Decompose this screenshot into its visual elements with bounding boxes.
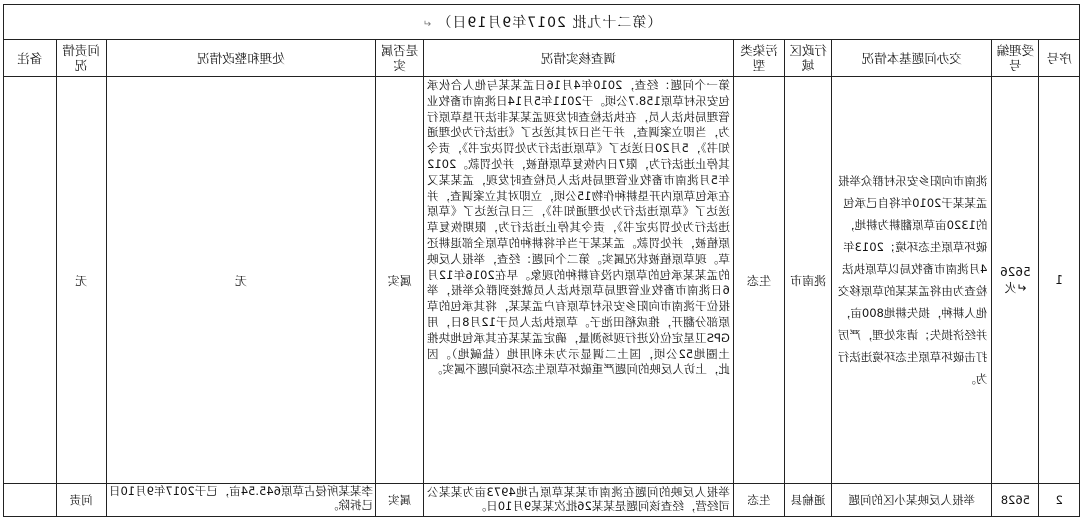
cell-region: 洮南市 bbox=[785, 77, 832, 484]
header-region: 行政区域 bbox=[785, 40, 832, 77]
header-is-true: 是否属实 bbox=[375, 40, 423, 77]
accept-no-note: ↵火 bbox=[1004, 280, 1027, 295]
cell-accept-no: 5628 bbox=[992, 484, 1039, 517]
cell-basic: 举报人反映某小区的问题 bbox=[832, 484, 992, 517]
table-row bbox=[4, 77, 1080, 484]
cell-investigation: 第一个问题：经查，2010年4月16日孟某某与他人合伙承包安乐村草原158.7公顷。于2011年5月14日洮南市畜牧业管理局执法人员，在执法检查时发现孟某某非法开垦草原行为，当即立案调查，并于当日对其送达了《违法行为处理通知书》，5月20日送达了《草原违法行为处罚决定书》，责令其停止违法行为，限7日内恢复草原植被，并处罚款。2012年5月洮南市畜牧业管理局执法人员检查时发现，孟某某又在承包草原内开垦耕种作物15公顷，立即对其立案调查，并送达了《草原违法行为处理通知书》，三日后送达了《草原违法行为处罚决定书》，责令其停止违法行为，限期恢复草原植被，并处罚款。孟某某于当年将耕种的草原全部退耕还草。现草原植被状况属实。第二个问题：经查，举报人反映的孟某某承包的草原内没有耕种的现象。早在2016年12月6日洮南市畜牧业管理局草原执法人员就接到群众举报，举报位于洮南市向阳乡安乐村草原有户孟某某，将其承包的草原部分翻开，推成稻田池子。草原执法人员于12月8日，用GPS卫星定位仪进行现场测量，确定孟某某在其承包地块推土圈地52公顷，国土二调显示为未利用地（盐碱地）。因此，上访人反映的问题严重破坏草原生态环境问题不属实。 bbox=[424, 77, 734, 484]
cell-pollution: 生态 bbox=[733, 484, 784, 517]
table-row bbox=[4, 484, 1080, 517]
cell-investigation: 举报人反映的问题在洮南市某某草原占地4973亩为某某公司经营，经查该问题是某某26批次某某9月10日。 bbox=[424, 484, 734, 517]
cell-basic: 洮南市向阳乡安乐村群众举报孟某某于2010年将自己承包的1320亩草原翻耕为耕地，破坏草原生态环境；2013年4月洮南市畜牧局以草原执法检查为由将孟某某的草原移交他人耕种，损失耕地800亩，并经济损失；请求处理，严厉打击破坏草原生态环境违法行为。 bbox=[832, 77, 992, 484]
table-title-cell bbox=[4, 5, 1080, 40]
cell-accept-no bbox=[992, 77, 1039, 484]
cell-accountability: 无 bbox=[56, 77, 106, 484]
accept-no-value: 5626 bbox=[1000, 264, 1031, 279]
cell-is-true: 属实 bbox=[375, 77, 423, 484]
header-basic: 交办问题基本情况 bbox=[832, 40, 992, 77]
cell-remarks bbox=[4, 484, 57, 517]
cell-seq: 2 bbox=[1039, 484, 1080, 517]
complaint-table bbox=[3, 4, 1080, 517]
table-title: （第二十九批 2017年9月19日） bbox=[436, 15, 662, 31]
cell-remarks bbox=[4, 77, 57, 484]
header-investigation: 调查核实情况 bbox=[424, 40, 734, 77]
cell-pollution: 生态 bbox=[733, 77, 784, 484]
cell-seq: 1 bbox=[1039, 77, 1080, 484]
header-seq: 序号 bbox=[1039, 40, 1080, 77]
header-pollution: 污染类型 bbox=[733, 40, 784, 77]
header-handling: 处理和整改情况 bbox=[106, 40, 375, 77]
header-remarks: 备注 bbox=[4, 40, 57, 77]
header-accountability: 问责情况 bbox=[56, 40, 106, 77]
cell-handling: 李某某所侵占草原645.54亩，已于2017年9月10日已拆除。 bbox=[106, 484, 375, 517]
header-accept-no: 受理编号 bbox=[992, 40, 1039, 77]
paragraph-mark: ↵ bbox=[421, 19, 432, 30]
cell-region: 通榆县 bbox=[785, 484, 832, 517]
cell-accountability: 问责 bbox=[56, 484, 106, 517]
cell-handling: 无 bbox=[106, 77, 375, 484]
cell-is-true: 属实 bbox=[375, 484, 423, 517]
